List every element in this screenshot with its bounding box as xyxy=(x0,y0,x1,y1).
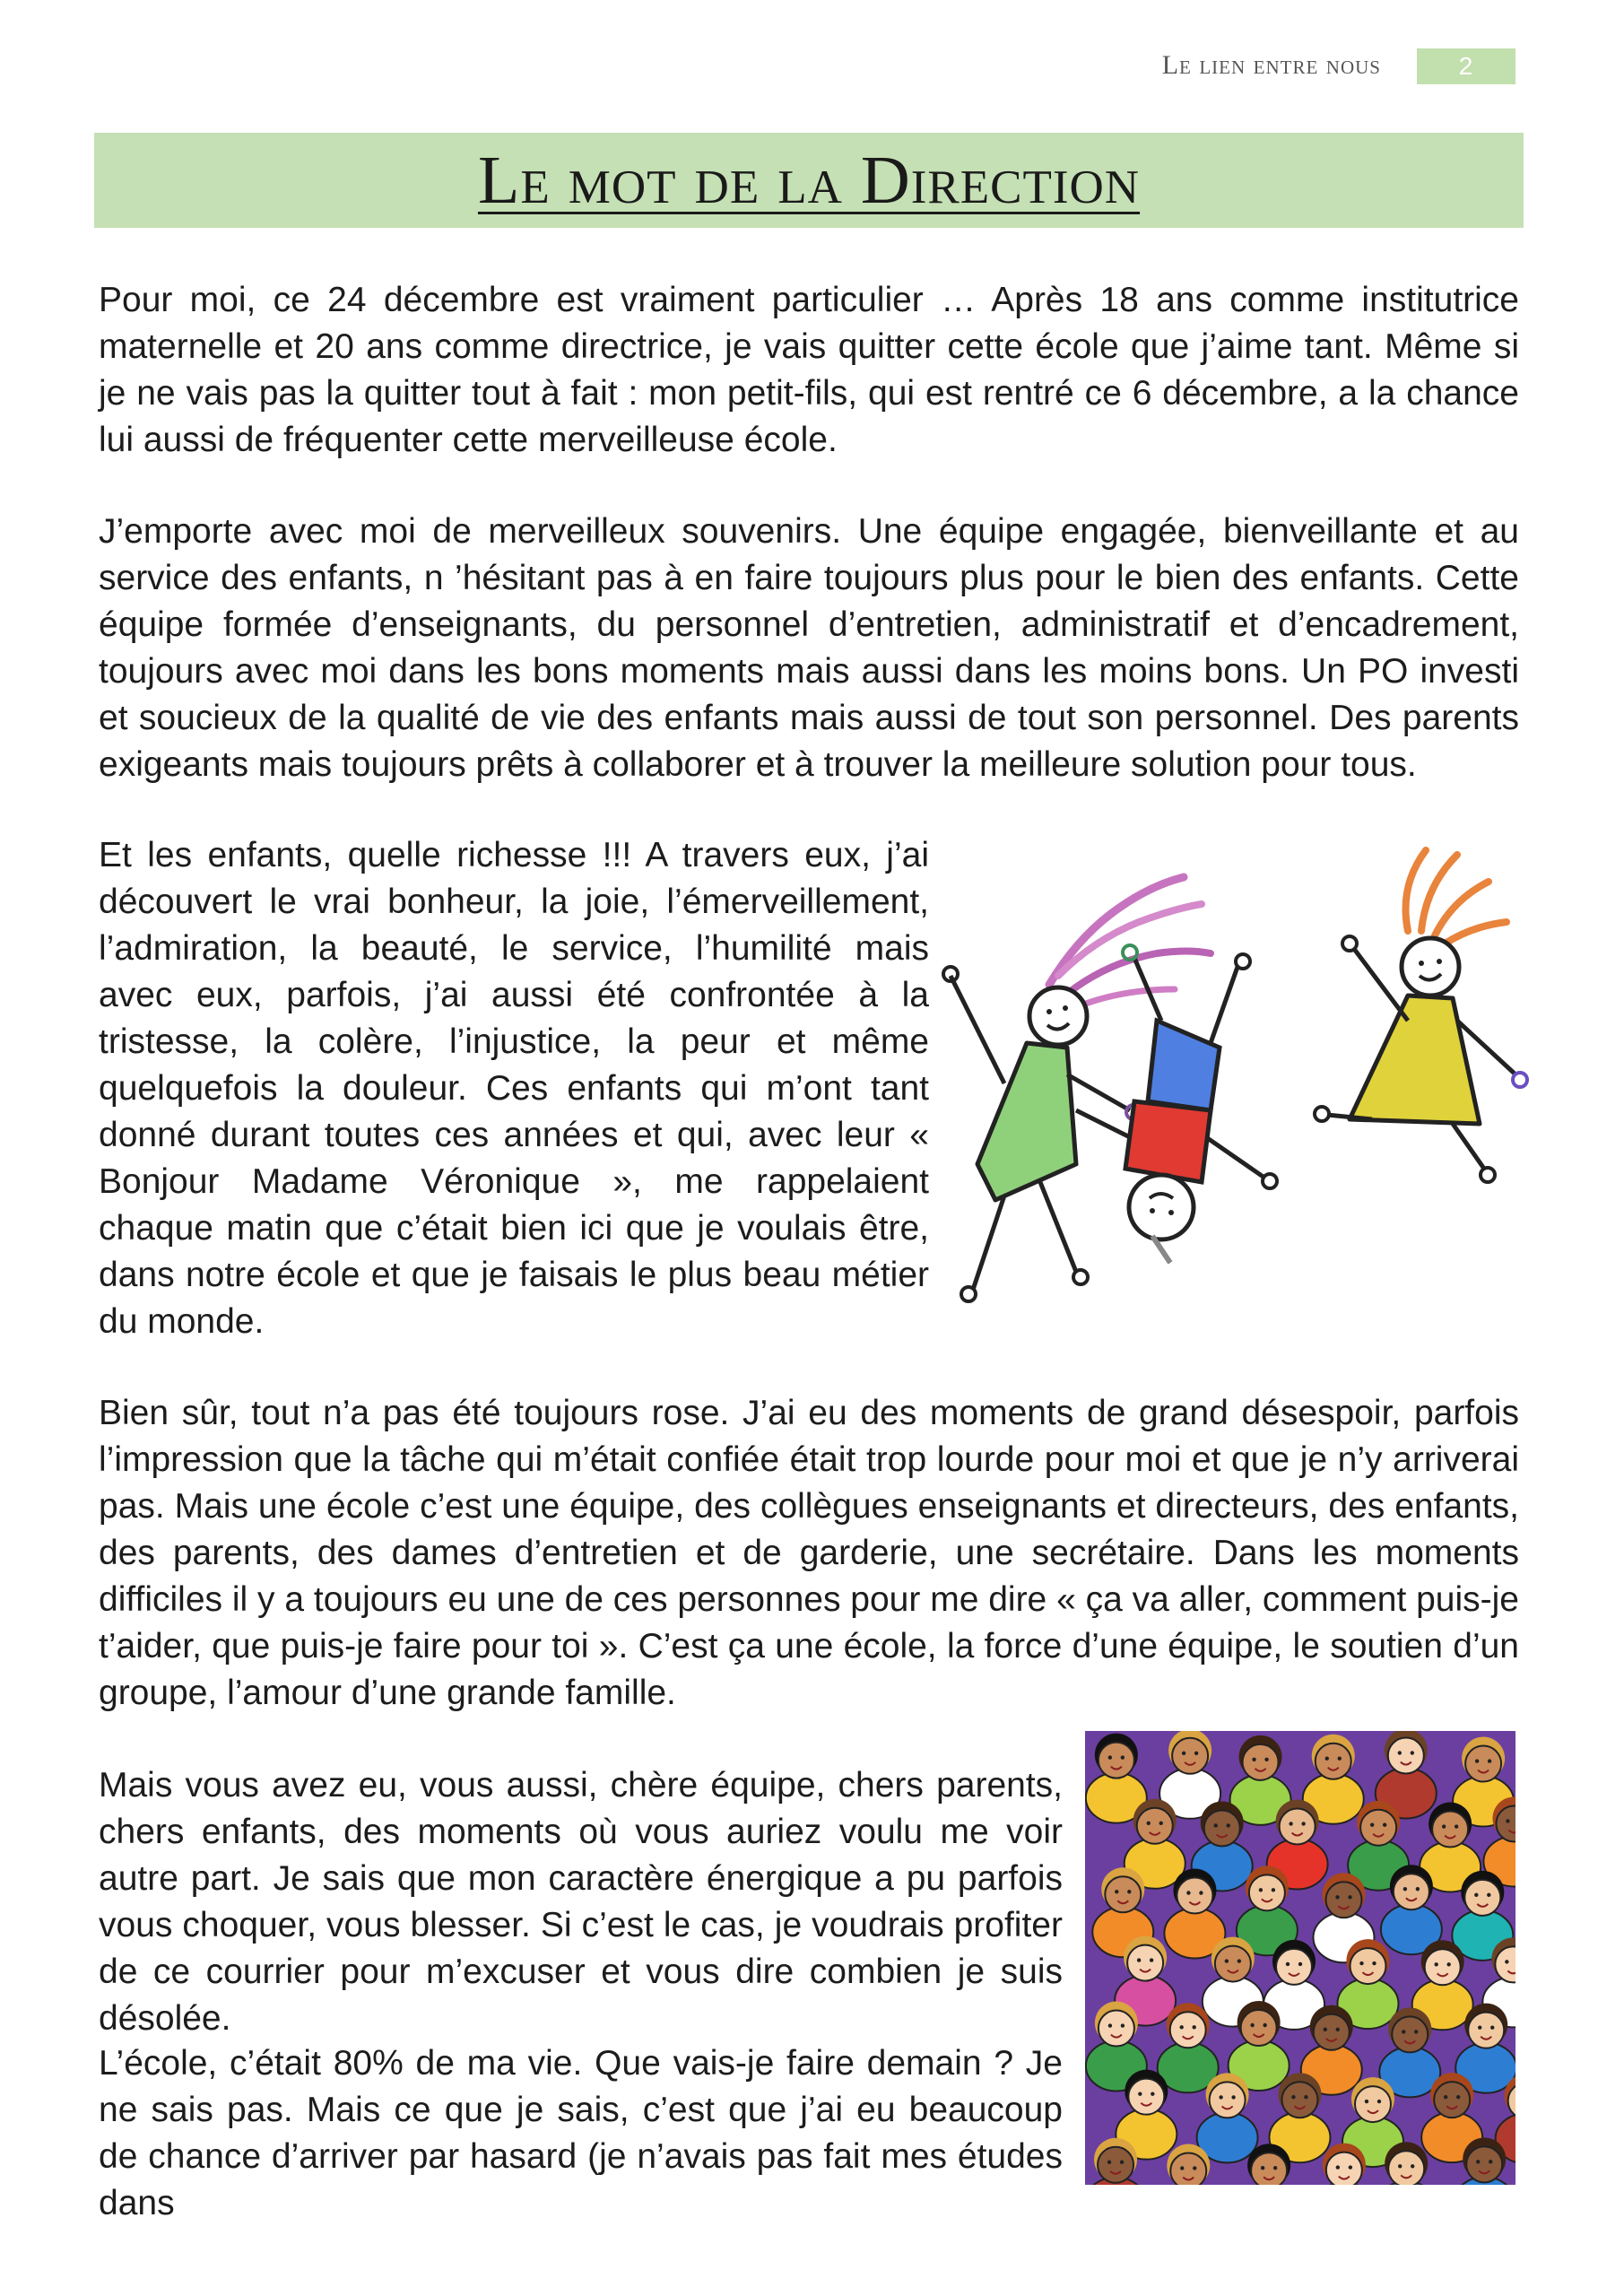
running-header xyxy=(1161,48,1515,84)
paragraph-enfants: Et les enfants, quelle richesse !!! A travers eux, j’ai découvert le vrai bonheur, la joie, l’émerveillement, l’admiration, la beauté, le service, l’humilité mais avec eux, parfois, j’ai aussi été confrontée à la tristesse, la colère, l’injustice, la peur et même quelquefois la douleur. Ces enfants qui m’ont tant donné durant toutes ces années et qui, avec leur « Bonjour Madame Véronique », me rappelaient chaque matin que c’était bien ici que je voulais être, dans notre école et que je faisais le plus beau métier du monde. xyxy=(99,836,929,1341)
crowd-illustration xyxy=(1085,1731,1515,2185)
paragraph-avenir: L’école, c’était 80% de ma vie. Que vais-je faire demain ? Je ne sais pas. Mais ce que je sais, c’est que j’ai eu beaucoup de chance d’arriver par hasard (je n’avais pas fait mes études dans xyxy=(99,2044,1063,2222)
running-title: Le lien entre nous xyxy=(1161,50,1381,80)
paragraph-excuses: Mais vous avez eu, vous aussi, chère équipe, chers parents, chers enfants, des moments où vous auriez voulu me voir autre part. Je sais que mon caractère énergique a pu parfois vous choquer, vous blesser. Si c’est le cas, je voudrais profiter de ce courrier pour m’excuser et vous dire combien je suis désolée. xyxy=(99,1766,1063,2038)
page-number: 2 xyxy=(1417,48,1515,84)
page-title: Le mot de la Direction xyxy=(477,143,1141,218)
children-illustration xyxy=(942,841,1533,1308)
paragraph-intro: Pour moi, ce 24 décembre est vraiment particulier … Après 18 ans comme institutrice maternelle et 20 ans comme directrice, je vais quitter cette école que j’aime tant. Même si je ne vais pas la quitter tout à fait : mon petit-fils, qui est rentré ce 6 décembre, a la chance lui aussi de fréquenter cette merveilleuse école. xyxy=(99,281,1519,459)
paragraph-souvenirs: J’emporte avec moi de merveilleux souvenirs. Une équipe engagée, bienveillante et au service des enfants, n ’hésitant pas à en faire toujours plus pour le bien des enfants. Cette équipe formée d’enseignants, du personnel d’entretien, administratif et d’encadrement, toujours avec moi dans les bons moments mais aussi dans les moins bons. Un PO investi et soucieux de la qualité de vie des enfants mais aussi de tout son personnel. Des parents exigeants mais toujours prêts à collaborer et à trouver la meilleure solution pour tous. xyxy=(99,512,1519,784)
paragraph-difficultes: Bien sûr, tout n’a pas été toujours rose. J’ai eu des moments de grand désespoir, parfois l’impression que la tâche qui m’était confiée était trop lourde pour moi et que je n’y arriverai pas. Mais une école c’est une équipe, des collègues enseignants et directeurs, des enfants, des parents, des dames d’entretien et de garderie, une secrétaire. Dans les moments difficiles il y a toujours eu une de ces personnes pour me dire « ça va aller, comment puis-je t’aider, que puis-je faire pour toi ». C’est ça une école, la force d’une équipe, le soutien d’un groupe, l’amour d’une grande famille. xyxy=(99,1394,1519,1712)
title-band xyxy=(94,133,1524,228)
